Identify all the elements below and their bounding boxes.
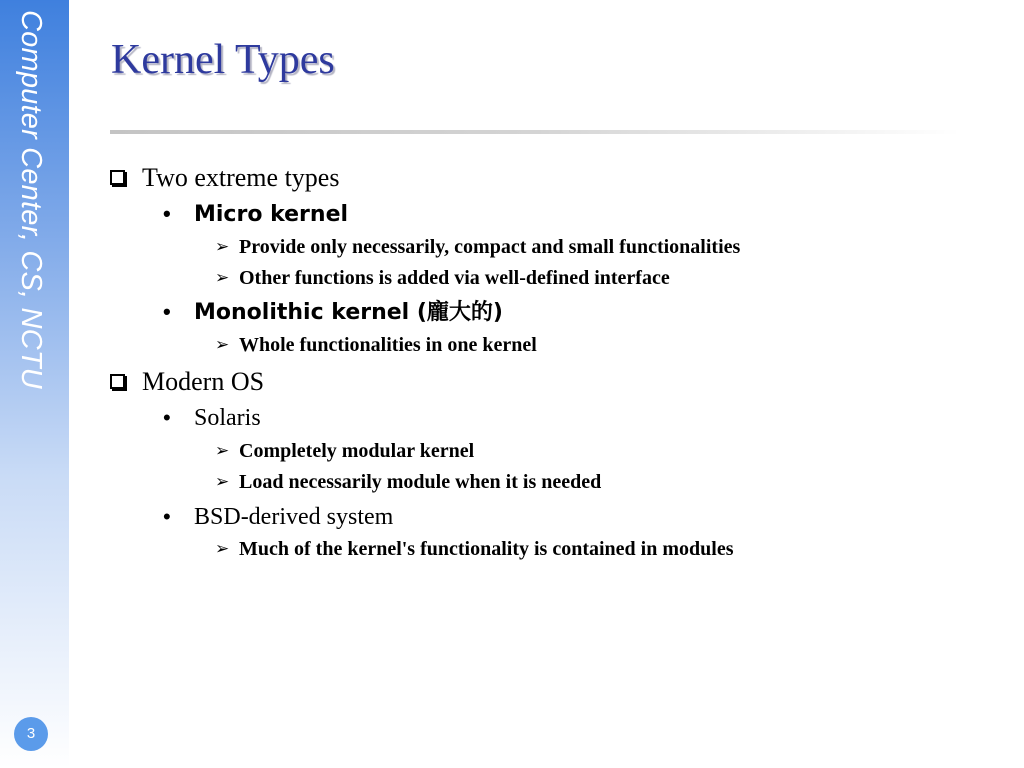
bullet-subitem (215, 539, 733, 559)
bullet-subitem-text: Whole functionalities in one kernel (239, 334, 537, 356)
page-number-badge: 3 (14, 717, 48, 751)
bullet-subitem (215, 472, 601, 492)
section-heading: Modern OS (142, 367, 265, 396)
bullet-section (110, 369, 264, 395)
bullet-item (163, 301, 503, 324)
bullet-subitem (215, 335, 537, 355)
arrow-right-icon: ➢ (215, 441, 230, 461)
arrow-right-icon: ➢ (215, 539, 230, 559)
bullet-dot-icon: • (163, 405, 171, 430)
arrow-right-icon: ➢ (215, 335, 230, 355)
arrow-right-icon: ➢ (215, 472, 230, 492)
bullet-dot-icon: • (163, 504, 171, 529)
bullet-dot-icon: • (163, 201, 171, 226)
bullet-subitem-text: Load necessarily module when it is needed (239, 471, 602, 493)
checkbox-square-icon (110, 170, 125, 185)
bullet-item-label: Micro kernel (194, 202, 349, 227)
bullet-subitem-text: Provide only necessarily, compact and small functionalities (239, 236, 741, 258)
slide-title: Kernel Types (111, 37, 335, 83)
bullet-subitem (215, 237, 740, 257)
bullet-item (163, 406, 261, 430)
arrow-right-icon: ➢ (215, 268, 230, 288)
section-heading: Two extreme types (142, 163, 340, 192)
arrow-right-icon: ➢ (215, 237, 230, 257)
bullet-item (163, 203, 348, 226)
bullet-subitem-text: Much of the kernel's functionality is contained in modules (239, 538, 734, 560)
checkbox-square-icon (110, 374, 125, 389)
bullet-subitem (215, 268, 670, 288)
sidebar-org-text: Computer Center, CS, NCTU (15, 10, 47, 389)
bullet-item-label: BSD-derived system (194, 504, 394, 530)
bullet-subitem-text: Completely modular kernel (239, 440, 475, 462)
bullet-section (110, 165, 339, 191)
bullet-subitem (215, 441, 474, 461)
bullet-subitem-text: Other functions is added via well-defined interface (239, 267, 670, 289)
bullet-item (163, 505, 393, 529)
bullet-dot-icon: • (163, 299, 171, 324)
bullet-item-label: Monolithic kernel (龐大的) (194, 300, 503, 325)
bullet-item-label: Solaris (194, 405, 261, 431)
